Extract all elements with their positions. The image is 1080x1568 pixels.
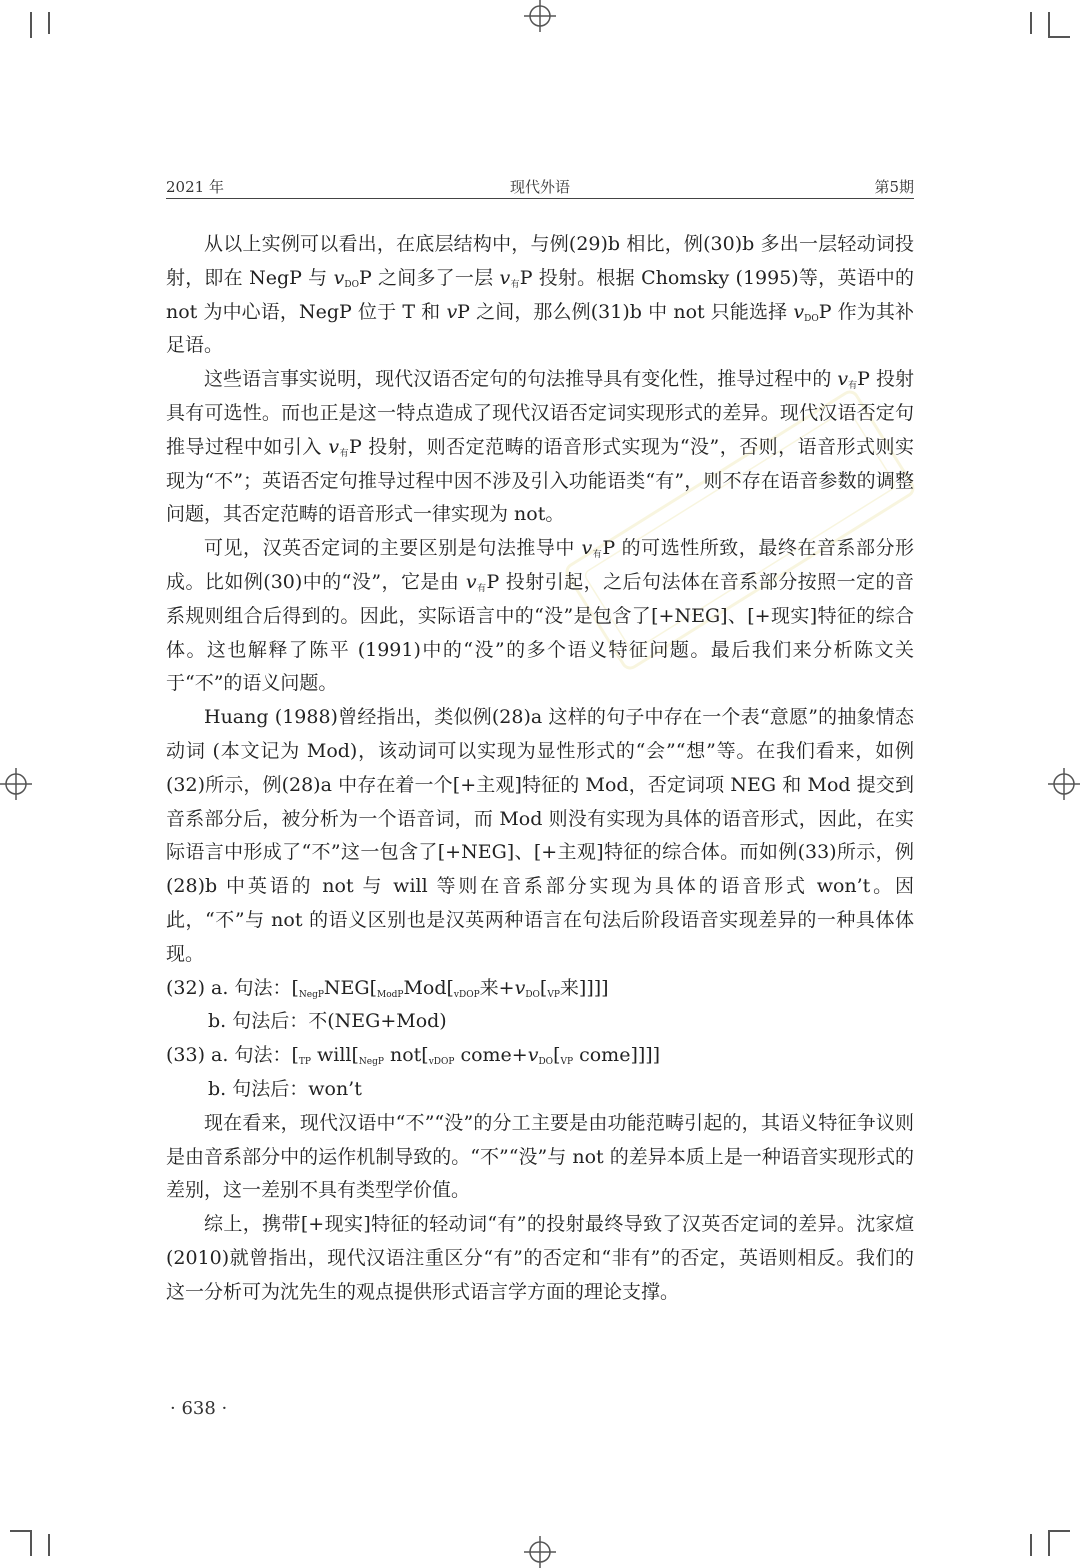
text-run: come]]]] [573, 1044, 661, 1067]
article-body [166, 228, 914, 1310]
crop-mark [48, 12, 50, 34]
text-run: Huang (1988)曾经指出，类似例(28)a 这样的句子中存在一个表“意愿”的抽象情态动词 (本文记为 Mod)，该动词可以实现为显性形式的“会”“想”等。在我们看来，如例(32)所示，例(28)a 中存在着一个[+主观]特征的 Mod，否定词项 NEG 和 Mod 提交到音系部分后，被分析为一个语音词，而 Mod 则没有实现为具体的语音形式，因此，在实际语言中形成了“不”这一包含了[+NEG]、[+主观]特征的综合体。而如例(33)所示，例(28)b 中英语的 not 与 will 等则在音系部分实现为具体的语音形式 won’t。因此，“不”与 not 的语义区别也是汉英两种语言在句法后阶段语音实现差异的一种具体体现。 [166, 706, 914, 965]
text-run: come+ [454, 1044, 528, 1067]
page-number: · 638 · [170, 1398, 228, 1419]
subscript: 有 [339, 448, 349, 459]
paragraph [166, 701, 914, 971]
paragraph [166, 228, 914, 363]
text-run: 从以上实例可以看出，在底层结构中，与例(29)b 相比，例(30)b 多出一层轻动词投射，即在 NegP 与 [166, 233, 914, 289]
text-run: P 投射，则否定范畴的语音形式实现为“没”，否则，语音形式则实现为“不”；英语否定句推导过程中因不涉及引入功能语类“有”，则不存在语音参数的调整问题，其否定范畴的语音形式一律实现为 not。 [166, 435, 914, 526]
text-run: 可见，汉英否定词的主要区别是句法推导中 [204, 537, 582, 560]
crop-mark [10, 1530, 32, 1532]
crop-mark [1030, 1534, 1032, 1556]
text-run: 这些语言事实说明，现代汉语否定句的句法推导具有变化性，推导过程中的 [204, 368, 838, 391]
text-run: P 之间多了一层 [358, 266, 500, 289]
paragraph [166, 1208, 914, 1309]
crop-mark [1048, 12, 1050, 38]
text-run: 来]]]] [559, 976, 609, 999]
text-run: P 的可选性所致，最终在音系部分形成。比如例(30)中的“没”，它是由 [166, 537, 914, 593]
crop-mark [30, 12, 32, 38]
subscript: ModP [377, 989, 404, 1000]
example-line [166, 1005, 914, 1039]
text-run: (33) a. 句法：[ [166, 1044, 299, 1067]
text-run: 来+ [479, 976, 515, 999]
registration-mark-icon [0, 768, 32, 800]
subscript: vDOP [453, 989, 480, 1000]
example-line [166, 1039, 914, 1073]
paragraph [166, 532, 914, 701]
text-run: P 投射具有可选性。而也正是这一特点造成了现代汉语否定词实现形式的差异。现代汉语否定句推导过程中如引入 [166, 368, 915, 458]
registration-mark-icon [1048, 768, 1080, 800]
italic-symbol: v [465, 570, 477, 593]
italic-symbol: v [527, 1044, 539, 1067]
subscript: VP [547, 989, 560, 1000]
registration-mark-icon [524, 1536, 556, 1568]
subscript: DO [538, 1057, 554, 1068]
text-run: P 投射引起，之后句法体在音系部分按照一定的音系规则组合后得到的。因此，实际语言中的“没”是包含了[+NEG]、[+现实]特征的综合体。这也解释了陈平 (1991)中的“没”的多个语义特征问题。最后我们来分析陈文关于“不”的语义问题。 [166, 570, 914, 695]
subscript: 有 [592, 550, 603, 561]
text-run: P 投射。根据 Chomsky (1995)等，英语中的 not 为中心语，NegP 位于 T 和 [166, 266, 914, 323]
example-line [166, 1073, 914, 1107]
subscript: DO [525, 989, 540, 1000]
text-run: P 作为其补足语。 [166, 300, 914, 357]
text-run: [ [539, 976, 548, 999]
registration-mark-icon [524, 0, 556, 32]
header-journal: 现代外语 [509, 178, 570, 196]
italic-symbol: v [581, 537, 593, 560]
text-run: NEG[ [323, 976, 377, 999]
subscript: DO [344, 279, 359, 290]
italic-symbol: v [793, 300, 805, 323]
text-run: (32) a. 句法：[ [166, 976, 299, 999]
italic-symbol: v [499, 266, 511, 289]
subscript: 有 [510, 279, 520, 290]
italic-symbol: v [328, 435, 340, 458]
italic-symbol: v [446, 300, 458, 323]
text-run: 综上，携带[+现实]特征的轻动词“有”的投射最终导致了汉英否定词的差异。沈家煊 (2010)就曾指出，现代汉语注重区分“有”的否定和“非有”的否定，英语则相反。我们的这一分析可为沈先生的观点提供形式语言学方面的理论支撑。 [166, 1213, 914, 1303]
subscript: vDOP [428, 1057, 455, 1068]
text-run: b. 句法后：won’t [208, 1077, 362, 1100]
crop-mark [1048, 36, 1070, 38]
italic-symbol: v [837, 368, 849, 391]
example-line [166, 972, 914, 1006]
crop-mark [48, 1534, 50, 1556]
running-header [166, 172, 914, 199]
header-year: 2021 年 [166, 178, 224, 196]
crop-mark [1048, 1530, 1070, 1532]
crop-mark [1030, 12, 1032, 34]
subscript: 有 [848, 381, 858, 392]
paragraph [166, 363, 914, 532]
text-run: P 之间，那么例(31)b 中 not 只能选择 [457, 300, 794, 323]
subscript: TP [298, 1057, 311, 1068]
crop-mark [30, 1530, 32, 1556]
subscript: NegP [358, 1057, 384, 1068]
text-run: [ [553, 1044, 561, 1067]
header-issue: 第5期 [874, 178, 914, 196]
subscript: VP [560, 1057, 574, 1068]
text-run: Mod[ [403, 976, 454, 999]
italic-symbol: v [333, 266, 345, 289]
subscript: DO [804, 313, 819, 324]
subscript: NegP [298, 989, 324, 1000]
text-run: will[ [310, 1044, 359, 1067]
text-run: not[ [383, 1044, 429, 1067]
text-run: b. 句法后：不(NEG+Mod) [208, 1010, 447, 1033]
crop-mark [1048, 1530, 1050, 1556]
paragraph [166, 1107, 914, 1208]
text-run: 现在看来，现代汉语中“不”“没”的分工主要是由功能范畴引起的，其语义特征争议则是由音系部分中的运作机制导致的。“不”“没”与 not 的差异本质上是一种语音实现形式的差别，这一差别不具有类型学价值。 [166, 1111, 914, 1202]
italic-symbol: v [514, 976, 526, 999]
subscript: 有 [476, 583, 487, 594]
